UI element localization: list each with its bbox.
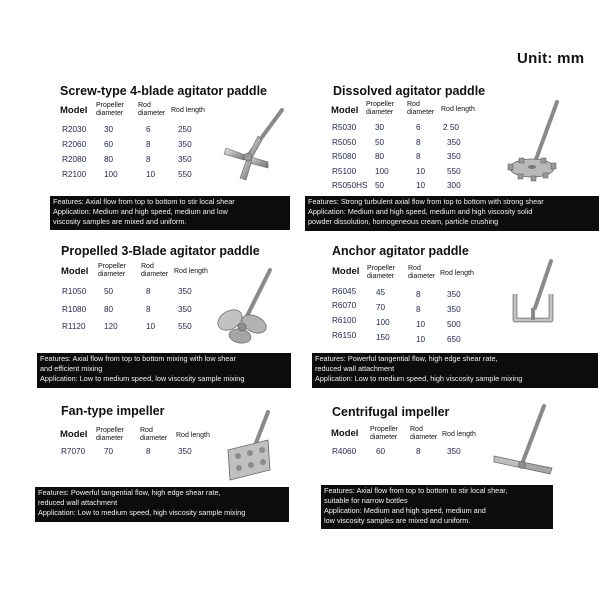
table-cell: 6 [416, 123, 421, 132]
header-rod-diameter: Rod diameter [410, 426, 438, 441]
description-line: Application: Medium and high speed, medium and low [53, 207, 228, 216]
table-cell: 2 50 [443, 123, 459, 132]
table-cell: 350 [447, 138, 461, 147]
table-cell: 6 [146, 125, 151, 134]
header-model: Model [60, 105, 88, 116]
table-cell: 50 [375, 181, 385, 190]
section-title: Dissolved agitator paddle [333, 84, 486, 98]
table-cell: 300 [447, 181, 461, 190]
table-cell: 30 [375, 123, 385, 132]
description-line: low viscosity samples are mixed and uniform. [324, 516, 471, 525]
table-cell: 8 [416, 152, 421, 161]
table-cell: 8 [146, 155, 151, 164]
header-propeller-diameter: Propeller diameter [98, 263, 127, 278]
table-cell: 8 [416, 290, 421, 299]
header-propeller-diameter: Propeller diameter [366, 101, 395, 116]
header-rod-length: Rod length [442, 431, 476, 438]
table-cell: 650 [447, 335, 461, 344]
description-line: powder dissolution, homogeneous cream, particle crushing [308, 217, 499, 226]
table-cell: R1120 [62, 322, 86, 331]
table-cell: 8 [416, 447, 421, 456]
table-cell: 8 [416, 138, 421, 147]
table-cell: 70 [104, 447, 114, 456]
header-rod-length: Rod length [176, 432, 210, 439]
description-line: Application: Low to medium speed, high viscosity sample mixing [38, 508, 246, 517]
table-cell: 8 [416, 305, 421, 314]
header-rod-diameter: Rod diameter [407, 101, 435, 116]
description-line: Features: Strong turbulent axial flow from top to bottom with strong shear [308, 197, 544, 206]
table-cell: R1050 [62, 287, 87, 296]
header-model: Model [60, 429, 88, 440]
table-cell: 120 [104, 322, 118, 331]
centrifugal-impeller-image [492, 404, 556, 484]
table-cell: 150 [376, 333, 390, 342]
description-line: Application: Low to medium speed, high viscosity sample mixing [315, 374, 523, 383]
table-cell: 8 [146, 140, 151, 149]
section-title: Screw-type 4-blade agitator paddle [60, 84, 267, 98]
table-cell: 8 [146, 305, 151, 314]
table-cell: 50 [375, 138, 385, 147]
description-box [321, 485, 553, 529]
table-cell: 500 [447, 320, 461, 329]
header-rod-diameter: Rod diameter [138, 102, 166, 117]
table-cell: 10 [416, 335, 426, 344]
description-box [37, 353, 291, 388]
description-line: reduced wall attachment [315, 364, 395, 373]
table-cell: 550 [178, 170, 192, 179]
table-cell: 30 [104, 125, 114, 134]
table-cell: R6045 [332, 287, 357, 296]
header-propeller-diameter: Propeller diameter [96, 102, 125, 117]
description-line: Features: Powerful tangential flow, high edge shear rate, [38, 488, 221, 497]
description-box [312, 353, 598, 388]
table-cell: 80 [375, 152, 385, 161]
section-title: Anchor agitator paddle [332, 244, 469, 258]
table-cell: 10 [416, 167, 426, 176]
section-title: Fan-type impeller [61, 404, 165, 418]
anchor-paddle-image [505, 258, 561, 338]
table-cell: 10 [416, 320, 426, 329]
description-box [305, 196, 599, 231]
table-cell: R6150 [332, 331, 357, 340]
table-cell: 350 [447, 447, 461, 456]
table-cell: 350 [447, 290, 461, 299]
section-title: Propelled 3-Blade agitator paddle [61, 244, 260, 258]
header-rod-diameter: Rod diameter [140, 427, 168, 442]
dissolver-disc-paddle-image [505, 100, 565, 190]
table-cell: R7070 [61, 447, 86, 456]
table-cell: 8 [146, 447, 151, 456]
description-line: Application: Low to medium speed, low viscosity sample mixing [40, 374, 245, 383]
description-line: reduced wall attachment [38, 498, 118, 507]
table-cell: R5050HS [332, 181, 368, 190]
header-model: Model [331, 105, 359, 116]
table-cell: 10 [146, 322, 156, 331]
header-propeller-diameter: Propeller diameter [367, 265, 396, 280]
description-line: Features: Axial flow from top to bottom to stir local shear [53, 197, 235, 206]
table-cell: 350 [178, 287, 192, 296]
table-cell: 10 [146, 170, 156, 179]
fan-type-impeller-image [222, 410, 278, 482]
section-title: Centrifugal impeller [332, 405, 450, 419]
description-line: Features: Powerful tangential flow, high edge shear rate, [315, 354, 498, 363]
description-line: Features: Axial flow from top to bottom to stir local shear, [324, 486, 508, 495]
table-cell: R5050 [332, 138, 357, 147]
table-cell: 60 [104, 140, 114, 149]
table-cell: R1080 [62, 305, 87, 314]
table-cell: R6100 [332, 316, 357, 325]
table-cell: 350 [178, 447, 192, 456]
description-box [35, 487, 289, 522]
table-cell: 70 [376, 303, 386, 312]
header-rod-length: Rod length [440, 270, 474, 277]
table-cell: R4060 [332, 447, 357, 456]
table-cell: R6070 [332, 301, 357, 310]
table-cell: 8 [146, 287, 151, 296]
table-cell: R2080 [62, 155, 87, 164]
table-cell: 100 [375, 167, 389, 176]
table-cell: 60 [376, 447, 386, 456]
header-rod-length: Rod length [441, 106, 475, 113]
table-cell: R5080 [332, 152, 357, 161]
header-propeller-diameter: Propeller diameter [370, 426, 399, 441]
screw-4-blade-paddle-image [218, 108, 290, 188]
table-cell: 50 [104, 287, 114, 296]
header-rod-diameter: Rod diameter [408, 265, 436, 280]
header-rod-length: Rod length [171, 107, 205, 114]
header-model: Model [61, 266, 89, 277]
header-rod-length: Rod length [174, 268, 208, 275]
table-cell: 80 [104, 305, 114, 314]
table-cell: 350 [447, 305, 461, 314]
header-model: Model [331, 428, 359, 439]
table-cell: R2060 [62, 140, 87, 149]
description-line: viscosity samples are mixed and uniform. [53, 217, 187, 226]
table-cell: 250 [178, 125, 192, 134]
description-line: and efficient mixing [40, 364, 103, 373]
table-cell: R5030 [332, 123, 357, 132]
table-cell: R5100 [332, 167, 357, 176]
description-line: suitable for narrow bottles [324, 496, 408, 505]
table-cell: R2030 [62, 125, 87, 134]
unit-label: Unit: mm [517, 50, 585, 67]
table-cell: 100 [376, 318, 390, 327]
propeller-3-blade-paddle-image [212, 268, 278, 348]
table-cell: 550 [447, 167, 461, 176]
table-cell: 550 [178, 322, 192, 331]
table-cell: 45 [376, 288, 386, 297]
table-cell: 10 [416, 181, 426, 190]
table-cell: 350 [178, 140, 192, 149]
description-line: Application: Medium and high speed, medium and [324, 506, 486, 515]
header-propeller-diameter: Propeller diameter [96, 427, 125, 442]
table-cell: 100 [104, 170, 118, 179]
description-line: Features: Axial flow from top to bottom mixing with low shear [40, 354, 236, 363]
description-line: Application: Medium and high speed, medium and high viscosity solid [308, 207, 533, 216]
table-cell: 350 [178, 155, 192, 164]
header-rod-diameter: Rod diameter [141, 263, 169, 278]
header-model: Model [332, 266, 360, 277]
table-cell: 350 [447, 152, 461, 161]
table-cell: R2100 [62, 170, 87, 179]
table-cell: 80 [104, 155, 114, 164]
table-cell: 350 [178, 305, 192, 314]
description-box [50, 196, 290, 230]
